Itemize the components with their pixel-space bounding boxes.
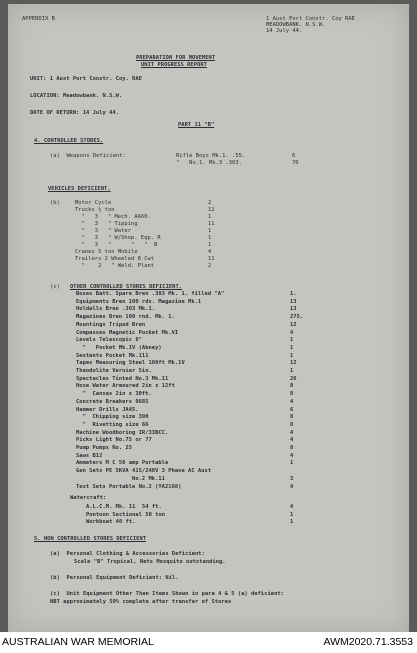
list-item: " Canvas 2in x 30ft. bbox=[76, 391, 152, 398]
section5-c-line1: (c) Unit Equipment Other Than Items Shown in para 4 & 5 (a) deficient: bbox=[50, 591, 284, 597]
section5-heading: 5. NON CONTROLLED STORES DEFICIENT bbox=[34, 536, 147, 542]
list-item: " 3 " W/Shop. Eqp. R bbox=[75, 235, 161, 241]
list-item: " Rivetting size 66 bbox=[76, 421, 149, 428]
list-item-quantity: 70 bbox=[292, 159, 299, 166]
unit-header-line1: 1 Aust Port Constr. Coy RAE bbox=[266, 16, 355, 22]
list-item: Boxes Batt. Spare Bren .303 Mk. 1. filled "A" bbox=[76, 291, 225, 297]
title-line1: PREPARATION FOR MOVEMENT bbox=[136, 55, 216, 61]
list-item: Rifle Boys Mk.1. .55. bbox=[176, 153, 246, 159]
list-item: " 3 " Mech. AA60. bbox=[75, 214, 151, 220]
vehicles-label: (b) bbox=[50, 200, 60, 206]
list-item-quantity: 1. bbox=[290, 291, 297, 297]
footer-institution: AUSTRALIAN WAR MEMORIAL bbox=[2, 636, 154, 648]
list-item: Magazines Bren 100 rnd. Mk. 1. bbox=[76, 314, 175, 321]
weapons-label: (a) Weapons Deficient: bbox=[50, 153, 126, 159]
list-item: " Chipping size 390 bbox=[76, 414, 149, 421]
list-item: Spectacles Tinted No.3 Mk.11 bbox=[76, 375, 169, 382]
list-item: Trailers 2 Wheeled 8 Cwt bbox=[75, 256, 155, 262]
list-item-quantity: 4 bbox=[290, 429, 294, 436]
list-item: Equipments Bren 100 rds. Magazine Mk.1 bbox=[76, 298, 202, 305]
list-item-quantity: 11 bbox=[208, 256, 215, 262]
list-item: Compasses Magnetic Pocket Mk.VI bbox=[76, 329, 179, 336]
section5-a-line1: (a) Personal Clothing & Accessories Deficient: bbox=[50, 551, 205, 557]
list-item: Gen Sets PE 5KVA 415/240V 3 Phase AC Aust bbox=[76, 468, 212, 475]
unit-header-date: 14 July 44. bbox=[266, 28, 303, 34]
watercraft-label: Watercraft: bbox=[70, 495, 107, 501]
list-item: Test Sets Portable No.2 (YA2168) bbox=[76, 483, 182, 490]
list-item: No.2 Mk.11 bbox=[76, 475, 165, 482]
list-item-quantity: 8 bbox=[290, 391, 294, 398]
list-item-quantity: 4 bbox=[290, 398, 294, 405]
list-item: A.L.C.M. Mk. 11 54 ft. bbox=[86, 504, 162, 510]
list-item: Trucks ½ ton bbox=[75, 207, 115, 213]
document-page bbox=[8, 4, 409, 632]
list-item: Sextants Pocket Mk.111 bbox=[76, 352, 149, 359]
list-item: " No.1. Mk.3 .303. bbox=[176, 159, 242, 166]
title-line2: UNIT PROGRESS REPORT bbox=[141, 62, 207, 68]
list-item-quantity: 6 bbox=[290, 406, 294, 413]
list-item: Hammer Drills JA45. bbox=[76, 406, 139, 413]
list-item-quantity: 4 bbox=[208, 249, 212, 255]
list-item: " Pocket Mk.IV (Abney) bbox=[76, 344, 162, 351]
list-item-quantity: 12 bbox=[290, 321, 297, 328]
list-item-quantity: 1 bbox=[290, 511, 294, 518]
info-location: LOCATION: Meadowbank. N.S.W. bbox=[30, 93, 123, 99]
list-item: Tapes Measuring Steel 100ft Mk.1V bbox=[76, 360, 185, 367]
list-item: Concrete Breakers 0685 bbox=[76, 398, 149, 405]
list-item: " 3 " " " B bbox=[75, 242, 158, 248]
list-item-quantity: 275. bbox=[290, 314, 304, 321]
list-item-quantity: 2 bbox=[208, 263, 212, 269]
list-item-quantity: 1 bbox=[290, 344, 294, 351]
info-date-of-return: DATE OF RETURN: 14 July 44. bbox=[30, 110, 119, 116]
list-item-quantity: 1 bbox=[290, 519, 294, 525]
list-item: Cranes 5 ton Mobile bbox=[75, 249, 138, 255]
list-item-quantity: 1 bbox=[208, 242, 212, 248]
part-heading: PART 11 "B" bbox=[178, 122, 215, 128]
list-item: Pump Pumps No. 25 bbox=[76, 445, 133, 451]
list-item-quantity: 4 bbox=[290, 504, 294, 510]
list-item: Hose Water Armoured 2in x 12ft bbox=[76, 383, 175, 390]
list-item: Holdalls Bren .303 Mk.1. bbox=[76, 306, 156, 313]
list-item: Ammeters M C 50 amp Portable bbox=[76, 460, 169, 467]
list-item-quantity: 1 bbox=[208, 235, 212, 241]
list-item-quantity: 13 bbox=[290, 306, 297, 313]
list-item-quantity: 8 bbox=[290, 383, 294, 390]
other-label: (c) bbox=[50, 284, 60, 290]
list-item-quantity: 11 bbox=[208, 221, 215, 227]
list-item-quantity: 6 bbox=[292, 153, 296, 159]
list-item-quantity: 11 bbox=[208, 207, 215, 213]
list-item: Machine Woodboring IR/33BCC. bbox=[76, 429, 169, 436]
info-unit: UNIT: 1 Aust Port Constr. Coy. RAE bbox=[30, 76, 143, 82]
list-item-quantity: 13 bbox=[290, 298, 297, 305]
list-item-quantity: 4 bbox=[290, 329, 294, 336]
list-item: " 3 " Water bbox=[75, 228, 132, 234]
list-item-quantity: 8 bbox=[290, 421, 294, 428]
list-item: Mountings Tripod Bren bbox=[76, 321, 146, 328]
list-item-quantity: 2 bbox=[208, 200, 212, 206]
list-item-quantity: 1 bbox=[290, 337, 294, 344]
list-item: Motor Cycle bbox=[75, 200, 112, 206]
list-item-quantity: 4 bbox=[290, 437, 294, 444]
list-item: Workboat 40 ft. bbox=[86, 519, 136, 525]
list-item: " 2 " Weld. Plant bbox=[75, 263, 155, 269]
list-item-quantity: 4 bbox=[290, 452, 294, 459]
list-item-quantity: 1 bbox=[208, 228, 212, 234]
section4-heading: 4. CONTROLLED STORES. bbox=[34, 138, 104, 144]
section5-c-line2: NBT approximately 50% complete after transfer of Stores bbox=[50, 599, 232, 605]
footer-accession-number: AWM2020.71.3553 bbox=[323, 636, 413, 648]
list-item: Levels Telescopic 8" bbox=[76, 337, 142, 344]
list-item: Picks Light No.75 or 77 bbox=[76, 437, 152, 444]
list-item-quantity: 1 bbox=[290, 460, 294, 467]
list-item-quantity: 26 bbox=[290, 375, 297, 382]
appendix-label: APPENDIX B bbox=[22, 16, 55, 22]
other-heading: OTHER CONTROLLED STORES DEFICIENT. bbox=[70, 284, 183, 290]
footer-bar bbox=[0, 632, 417, 653]
list-item: " 3 " Tipping bbox=[75, 221, 138, 227]
list-item-quantity: 12 bbox=[290, 360, 297, 367]
list-item-quantity: 3 bbox=[290, 475, 294, 482]
list-item: Pontoon Sectional 50 ton bbox=[86, 511, 166, 518]
list-item-quantity: 8 bbox=[290, 445, 294, 451]
vehicles-heading: VEHICLES DEFICIENT. bbox=[48, 186, 111, 192]
unit-header-line2: MEADOWBANK. N.S.W. bbox=[266, 22, 326, 28]
list-item: Theodolite Vernier 5in. bbox=[76, 368, 152, 374]
section5-b-line: (b) Personal Equipment Deficient: Nil. bbox=[50, 575, 179, 581]
list-item-quantity: 1 bbox=[208, 214, 212, 220]
list-item-quantity: 1 bbox=[290, 352, 294, 359]
list-item-quantity: 1 bbox=[290, 368, 294, 374]
list-item-quantity: 4 bbox=[290, 483, 294, 490]
list-item-quantity: 8 bbox=[290, 414, 294, 421]
list-item: Saws B12 bbox=[76, 452, 103, 459]
section5-a-line2: Scale "B" Tropical, Nets Mosquito outstanding. bbox=[74, 559, 226, 565]
